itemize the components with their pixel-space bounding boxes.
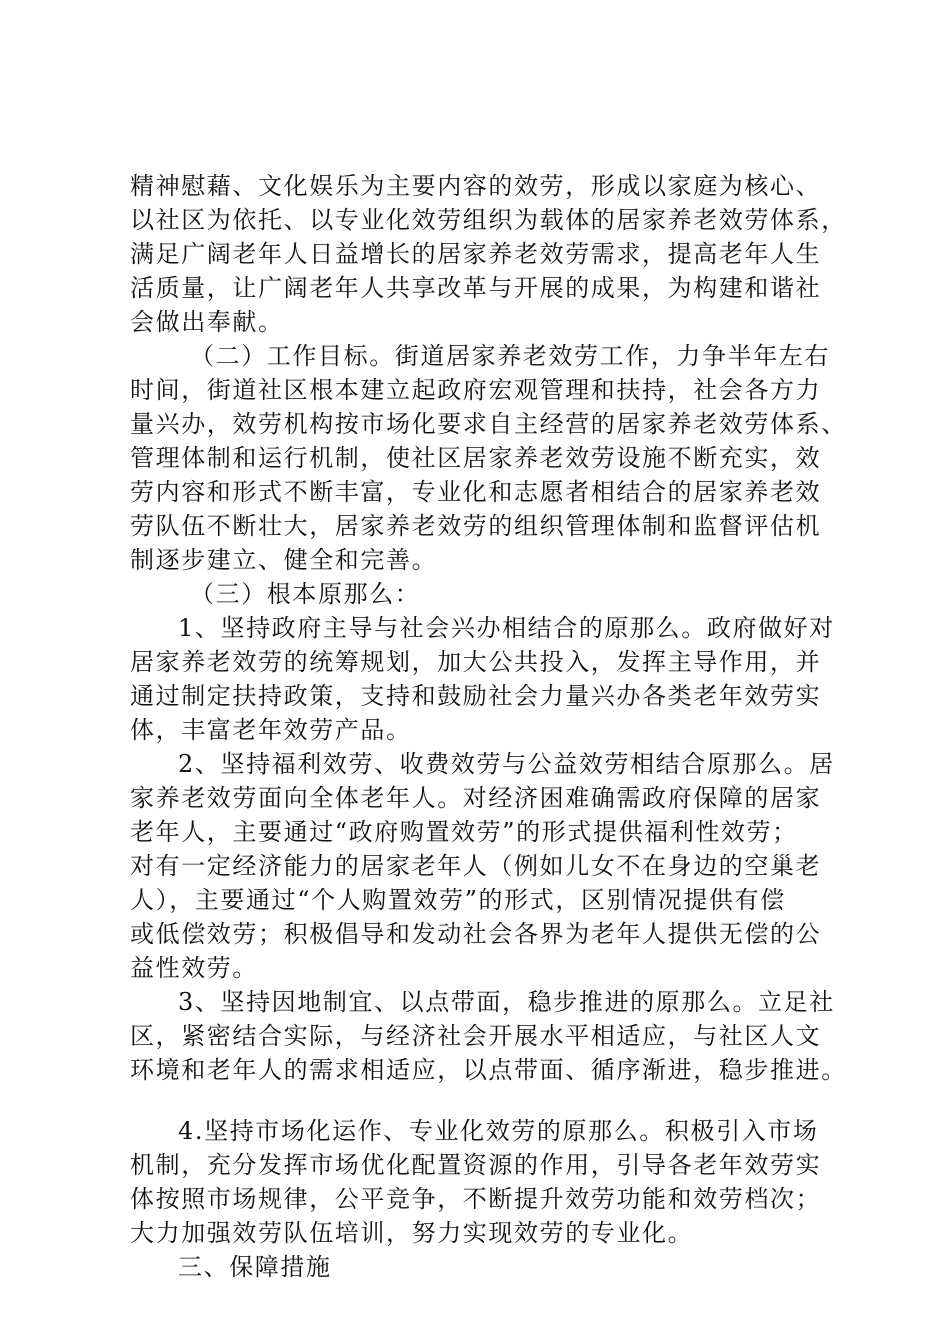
text-line: 老年人，主要通过“政府购置效劳”的形式提供福利性效劳；: [130, 818, 798, 846]
text-line: 满足广阔老年人日益增长的居家养老效劳需求，提高老年人生: [130, 240, 822, 268]
text-line: 以社区为依托、以专业化效劳组织为载体的居家养老效劳体系，: [130, 206, 847, 234]
list-item-4: 4.坚持市场化运作、专业化效劳的原那么。积极引入市场: [178, 1117, 819, 1145]
text-line: 体，丰富老年效劳产品。: [130, 716, 412, 744]
text-line: 区，紧密结合实际，与经济社会开展水平相适应，与社区人文: [130, 1022, 822, 1050]
text-line: 机制，充分发挥市场优化配置资源的作用，引导各老年效劳实: [130, 1151, 822, 1179]
text-line: 量兴办，效劳机构按市场化要求自主经营的居家养老效劳体系、: [130, 410, 847, 438]
text-line: 对有一定经济能力的居家老年人（例如儿女不在身边的空巢老: [130, 852, 822, 880]
text-line: 人），主要通过“个人购置效劳”的形式，区别情况提供有偿: [130, 886, 786, 914]
text-line: 益性效劳。: [130, 954, 258, 982]
text-line: 体按照市场规律，公平竞争，不断提升效劳功能和效劳档次；: [130, 1185, 822, 1213]
list-item-2: 2、坚持福利效劳、收费效劳与公益效劳相结合原那么。居: [178, 750, 835, 778]
section-heading: （二）工作目标。街道居家养老效劳工作，力争半年左右: [190, 342, 830, 370]
text-line: 通过制定扶持政策，支持和鼓励社会力量兴办各类老年效劳实: [130, 682, 822, 710]
text-line: 活质量，让广阔老年人共享改革与开展的成果，为构建和谐社: [130, 274, 822, 302]
text-line: 精神慰藉、文化娱乐为主要内容的效劳，形成以家庭为核心、: [130, 172, 822, 200]
section-heading: （三）根本原那么：: [190, 580, 421, 608]
text-line: 时间，街道社区根本建立起政府宏观管理和扶持，社会各方力: [130, 376, 822, 404]
text-line: 管理体制和运行机制，使社区居家养老效劳设施不断充实，效: [130, 444, 822, 472]
text-line: 居家养老效劳的统筹规划，加大公共投入，发挥主导作用，并: [130, 648, 822, 676]
text-line: 制逐步建立、健全和完善。: [130, 546, 438, 574]
list-item-1: 1、坚持政府主导与社会兴办相结合的原那么。政府做好对: [178, 614, 835, 642]
text-line: 家养老效劳面向全体老年人。对经济困难确需政府保障的居家: [130, 784, 822, 812]
list-item-3: 3、坚持因地制宜、以点带面，稳步推进的原那么。立足社: [178, 988, 835, 1016]
section-heading: 三、保障措施: [178, 1253, 332, 1281]
text-line: 劳内容和形式不断丰富，专业化和志愿者相结合的居家养老效: [130, 478, 822, 506]
text-line: 劳队伍不断壮大，居家养老效劳的组织管理体制和监督评估机: [130, 512, 822, 540]
text-line: 会做出奉献。: [130, 308, 284, 336]
text-line: 环境和老年人的需求相适应，以点带面、循序渐进，稳步推进。: [130, 1056, 847, 1084]
text-line: 大力加强效劳队伍培训，努力实现效劳的专业化。: [130, 1219, 694, 1247]
text-line: 或低偿效劳；积极倡导和发动社会各界为老年人提供无偿的公: [130, 920, 822, 948]
